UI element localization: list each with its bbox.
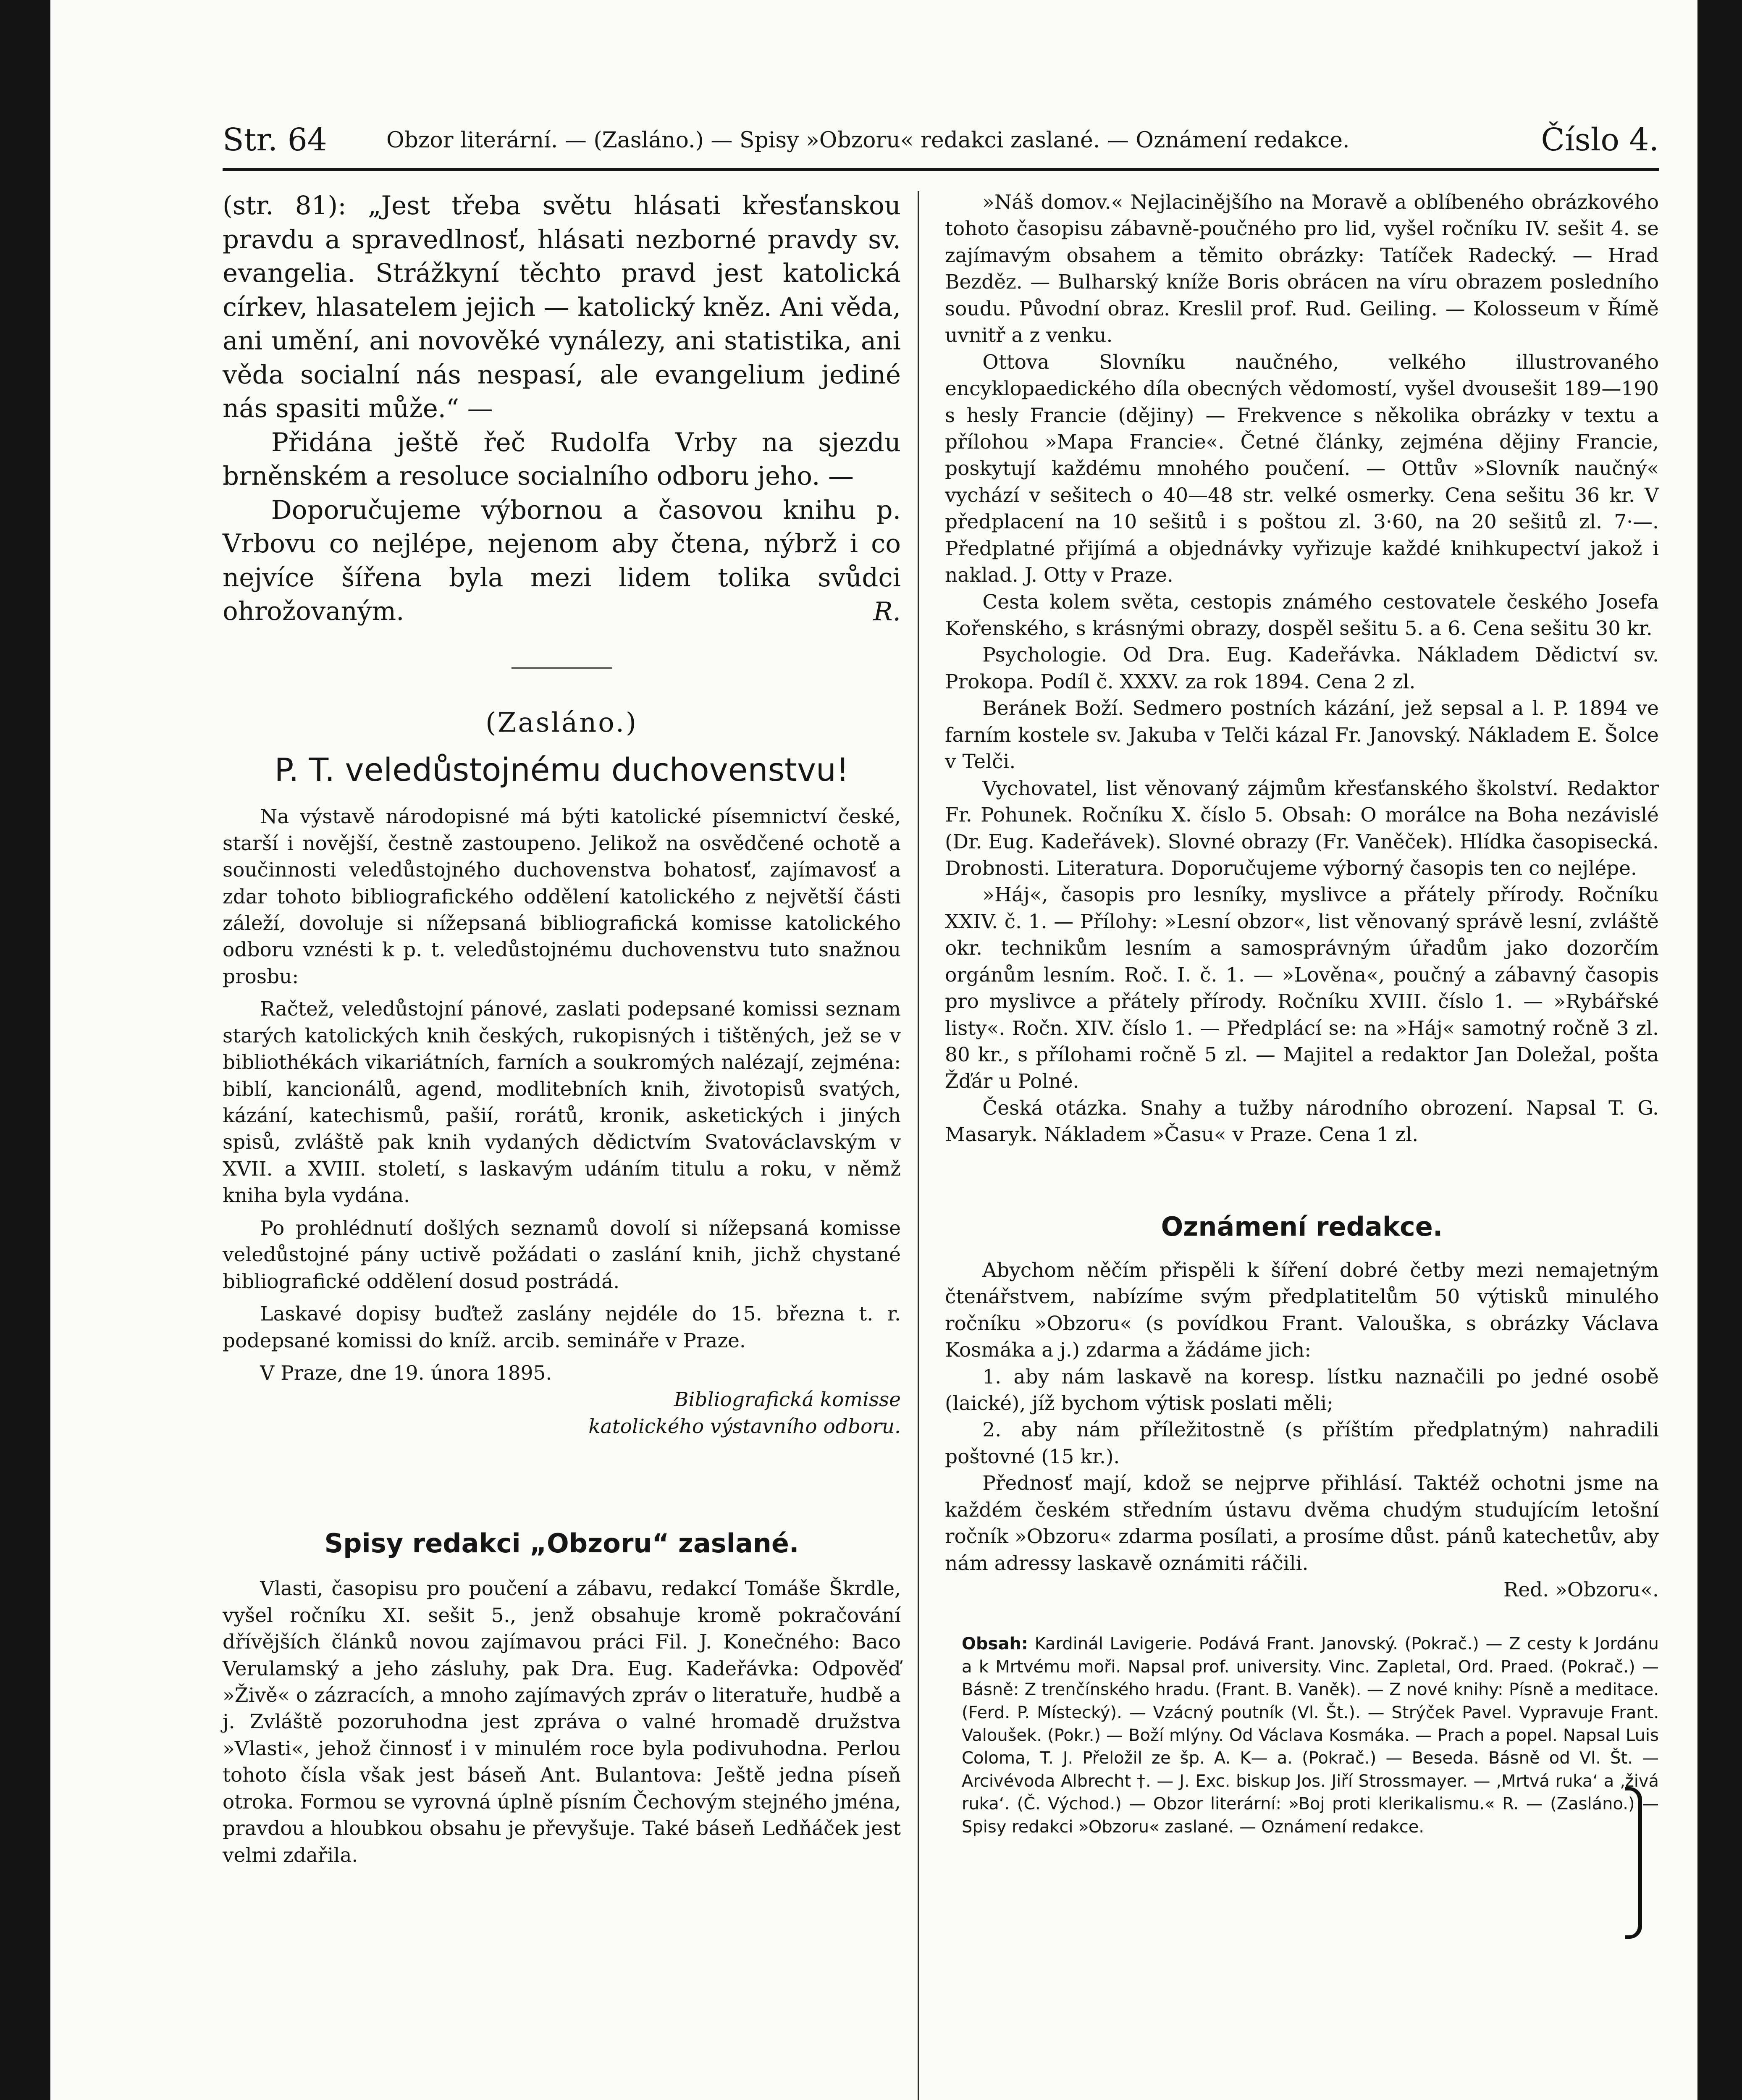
zaslano-paragraph: Po prohlédnutí došlých seznamů dovolí si nížepsaná komisse veledůstojné pány uctivě požádati o zaslání knih, jichž chystané bibliografické oddělení dosud postrádá.: [223, 1216, 901, 1293]
column-rule: [918, 191, 919, 2100]
oznameni-point: 1. aby nám laskavě na koresp. lístku naznačili po jedné osobě (laické), jíž bychom výtisk poslati měli;: [945, 1365, 1659, 1415]
oznameni-point: 2. aby nám příležitostně (s příštím předplatným) nahradili poštovné (15 kr.).: [945, 1418, 1659, 1468]
oznameni-closing: Přednosť mají, kdož se nejprve přihlásí. Taktéž ochotni jsme na každém českém středním ústavu dvěma chudým studujícím letošní ročník »Obzoru« zdarma posílati, a prosíme důst. pánů katechetův, aby nám adressy laskavě oznámiti ráčili.: [945, 1472, 1659, 1575]
zaslano-paragraph: Na výstavě národopisné má býti katolické písemnictví české, starší i novější, čestně zastoupeno. Jelikož na osvědčené ochotě a součinnosti veledůstojného duchovenstva bohatosť, zajímavosť a zdar tohoto bibliografického oddělení katolického z největší části záleží, dovoluje si nížepsaná bibliografická komisse katolického odboru vznésti k p. t. veledůstojnému duchovenstvu tuto snažnou prosbu:: [223, 805, 901, 988]
notice-entry: Cesta kolem světa, cestopis známého cestovatele českého Josefa Kořenského, s krásnými obrazy, dospěl sešitu 5. a 6. Cena sešitu 30 kr.: [945, 590, 1659, 640]
right-column: [945, 189, 1659, 1838]
obsah-text: Kardinál Lavigerie. Podává Frant. Janovský. (Pokrač.) — Z cesty k Jordánu a k Mrtvému moři. Napsal prof. university. Vinc. Zapletal, Ord. Praed. (Pokrač.) — Básně: Z trenčínského hradu. (Frant. B. Vaněk). — Z nové knihy: Písně a meditace. (Ferd. P. Místecký). — Vzácný poutník (Vl. Št.). — Strýček Pavel. Vypravuje Frant. Valoušek. (Pokr.) — Boží mlýny. Od Václava Kosmáka. — Prach a popel. Napsal Luis Coloma, T. J. Přeložil ze šp. A. K— a. (Pokrač.) — Beseda. Básně od Vl. Št. — Arcivévoda Albrecht †. — J. Exc. biskup Jos. Jiří Strossmayer. — ‚Mrtvá ruka‘ a ‚živá ruka‘. (Č. Východ.) — Obzor literární: »Boj proti klerikalismu.« R. — (Zasláno.) — Spisy redakci »Obzoru« zaslané. — Oznámení redakce.: [962, 1634, 1659, 1837]
oznameni-intro: Abychom něčím přispěli k šíření dobré četby mezi nemajetným čtenářstvem, nabízíme svým předplatitelům 50 výtisků minulého ročníku »Obzoru« (s povídkou Frant. Valouška, s obrázky Václava Kosmáka a j.) zdarma a žádáme jich:: [945, 1258, 1659, 1362]
issue-number: Číslo 4.: [1541, 122, 1659, 158]
bracket-mark: [1625, 1787, 1642, 1939]
header-rule: [223, 168, 1659, 171]
running-header: [223, 113, 1659, 172]
spisy-heading: Spisy redakci „Obzoru“ zaslané.: [324, 1528, 799, 1559]
zaslano-section: [223, 707, 901, 1440]
notice-entry: »Háj«, časopis pro lesníky, myslivce a přátely přírody. Ročníku XXIV. č. 1. — Přílohy: »Lesní obzor«, list věnovaný správě lesní, zvláště okr. technikům lesním a samosprávným úřadům jako dozorčím orgánům lesním. Roč. I. č. 1. — »Lověna«, poučný a zábavný časopis pro myslivce a přátely přírody. Ročníku XVIII. číslo 1. — »Rybářské listy«. Ročn. XIV. číslo 1. — Předplácí se: na »Háj« samotný ročně 3 zl. 80 kr., s přílohami ročně 5 zl. — Majitel a redaktor Jan Doležal, pošta Žďár u Polné.: [945, 883, 1659, 1093]
notice-entry: Ottova Slovníku naučného, velkého illustrovaného encyklopaedického díla obecných vědomostí, vyšel dvousešit 189—190 s hesly Francie (dějiny) — Frekvence s několika obrázky v textu a přílohou »Mapa Francie«. Četné články, zejména dějiny Francie, poskytují každému mnohého poučení. — Ottův »Slovník naučný« vychází v sešitech o 40—48 str. velké osmerky. Cena sešitu 36 kr. V předplacení na 10 sešitů i s poštou zl. 3·60, na 20 sešitů zl. 7·—. Předplatné přijímá a objednávky vyřizuje každé knihkupectví jakož i naklad. J. Otty v Praze.: [945, 350, 1659, 587]
scan-border-right: [1697, 0, 1742, 2100]
notice-entry: »Náš domov.« Nejlacinějšího na Moravě a oblíbeného obrázkového tohoto časopisu zábavně-poučného pro lid, vyšel ročníku IV. sešit 4. se zajímavým obsahem a těmito obrázky: Tatíček Radecký. — Hrad Bezděz. — Bulharský kníže Boris obrácen na víru obrazem posledního soudu. Původní obraz. Kreslil prof. Rud. Geiling. — Kolosseum v Římě uvnitř a z venku.: [945, 191, 1659, 347]
notice-entry: Beránek Boží. Sedmero postních kázání, jež sepsal a l. P. 1894 ve farním kostele sv. Jakuba v Telči kázal Fr. Janovský. Nákladem E. Šolce v Telči.: [945, 697, 1659, 774]
signature-line: Bibliografická komisse: [674, 1388, 901, 1412]
oznameni-signature: Red. »Obzoru«.: [1503, 1578, 1659, 1601]
intro-signature: R.: [873, 596, 901, 627]
zaslano-date: V Praze, dne 19. února 1895.: [260, 1361, 552, 1385]
zaslano-paragraph: Laskavé dopisy buďtež zaslány nejdéle do 15. března t. r. podepsané komissi do kníž. arcib. semináře v Praze.: [223, 1302, 901, 1352]
notice-entry: Česká otázka. Snahy a tužby národního obrození. Napsal T. G. Masaryk. Nákladem »Času« v Praze. Cena 1 zl.: [945, 1096, 1659, 1147]
spisy-section: [223, 1528, 901, 1869]
obsah-box: [962, 1633, 1659, 1838]
oznameni-section: [945, 1211, 1659, 1604]
intro-paragraph: Přidána ještě řeč Rudolfa Vrby na sjezdu brněnském a resoluce socialního odboru jeho. —: [223, 427, 901, 491]
signature-line: katolického výstavního odboru.: [588, 1415, 901, 1438]
zaslano-signature: [223, 1386, 901, 1440]
scan-border-left: [0, 0, 50, 2100]
page: [50, 0, 1697, 2100]
oznameni-heading: Oznámení redakce.: [1161, 1211, 1443, 1242]
page-number: Str. 64: [223, 122, 327, 158]
intro-section: [223, 189, 901, 629]
left-column: [223, 189, 901, 1869]
notice-entry: Psychologie. Od Dra. Eug. Kadeřávka. Nákladem Dědictví sv. Prokopa. Podíl č. XXXV. za rok 1894. Cena 2 zl.: [945, 643, 1659, 693]
intro-paragraph: (str. 81): „Jest třeba světu hlásati křesťanskou pravdu a spravedlnosť, hlásati nezborné pravdy sv. evangelia. Strážkyní těchto pravd jest katolická církev, hlasatelem jejich — katolický kněz. Ani věda, ani umění, ani novověké vynálezy, ani statistika, ani věda socialní nás nespasí, ale evangelium jediné nás spasiti může.“ —: [223, 191, 901, 424]
spisy-paragraph: Vlasti, časopisu pro poučení a zábavu, redakcí Tomáše Škrdle, vyšel ročníku XI. sešit 5., jenž obsahuje kromě pokračování dřívějších článků novou zajímavou práci Fil. J. Konečného: Baco Verulamský a jeho zásluhy, pak Dra. Eug. Kadeřávka: Odpověď »Živě« o zázracích, a mnoho zajímavých zpráv o literatuře, hudbě a j. Zvláště pozoruhodna jest zpráva o valné hromadě družstva »Vlasti«, jehož činnosť i v minulém roce byla podivuhodna. Perlou tohoto čísla však jest báseň Ant. Bulantova: Ještě jedna píseň otroka. Formou se vyrovná úplně písním Čechovým stejného jména, pravdou a hloubkou obsahu je převyšuje. Také báseň Ledňáček jest velmi zdařila.: [223, 1577, 901, 1867]
running-title: Obzor literární. — (Zasláno.) — Spisy »Obzoru« redakci zaslané. — Oznámení redakce.: [386, 128, 1350, 153]
sheet: [223, 0, 1659, 2100]
intro-paragraph: Doporučujeme výbornou a časovou knihu p. Vrbovu co nejlépe, nejenom aby čtena, nýbrž i co nejvíce šířena byla mezi lidem tolika svůdci ohrožovaným.: [223, 495, 901, 627]
section-separator: [512, 667, 612, 669]
zaslano-label: (Zasláno.): [485, 707, 638, 739]
zaslano-headline: P. T. veledůstojnému duchovenstvu!: [274, 751, 849, 789]
notice-entry: Vychovatel, list věnovaný zájmům křesťanského školství. Redaktor Fr. Pohunek. Ročníku X. číslo 5. Obsah: O morálce na Boha nezávislé (Dr. Eug. Kadeřávek). Slovné obrazy (Fr. Vaněček). Hlídka časopisecká. Drobnosti. Literatura. Doporučujeme výborný časopis ten co nejlépe.: [945, 777, 1659, 880]
obsah-label: Obsah:: [962, 1634, 1028, 1654]
book-notices: [945, 189, 1659, 1148]
zaslano-paragraph: Račtež, veledůstojní pánové, zaslati podepsané komissi seznam starých katolických knih českých, rukopisných i tištěných, jež se v bibliothékách vikariátních, farních a soukromých nalézají, zejména: biblí, kancionálů, agend, modlitebních knih, životopisů svatých, kázání, katechismů, pašií, rorátů, kronik, asketických i jiných spisů, zvláště pak knih vydaných dědictvím Svatováclavským v XVII. a XVIII. století, s laskavým udáním titulu a roku, v němž kniha byla vydána.: [223, 998, 901, 1208]
